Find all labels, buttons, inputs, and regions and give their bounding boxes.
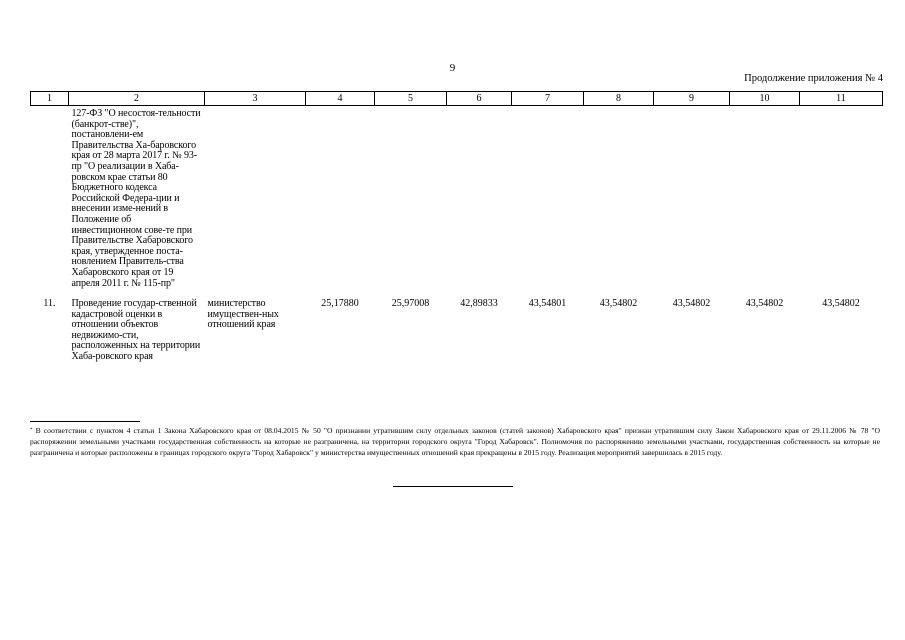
value-cell: 25,17880 [321, 298, 359, 310]
col-header-2: 2 [69, 92, 205, 106]
table-row [31, 289, 883, 363]
col-header-10: 10 [730, 92, 800, 106]
col-header-11: 11 [800, 92, 883, 106]
end-line [393, 486, 513, 487]
value-cell: 43,54801 [528, 298, 567, 310]
value-cell: 43,54802 [745, 298, 784, 310]
value-cell: 43,54802 [822, 298, 860, 310]
col-header-8: 8 [584, 92, 654, 106]
footnote-separator [30, 421, 140, 422]
executor-cell: министерство имуществен-ных отношений края [207, 298, 279, 331]
table-row [31, 106, 883, 290]
header-row [31, 92, 883, 106]
col-header-4: 4 [306, 92, 375, 106]
continuation-label: Продолжение приложения № 4 [744, 73, 883, 84]
col-header-9: 9 [654, 92, 730, 106]
value-cell [512, 106, 584, 290]
row-number: 11. [43, 298, 56, 310]
col-header-6: 6 [447, 92, 512, 106]
col-header-5: 5 [375, 92, 447, 106]
footnote-text: В соответствии с пунктом 4 статьи 1 Закона Хабаровского края от 08.04.2015 № 50 "О признании утратившим силу отдельных законов (статей законов) Хабаровского края" признан утратившим силу Закон Хабаровского края от 29.11.2006 № 78 "О распоряжении земельными участками государственная собственность на которые не разграничена, на территории городского округа "Город Хабаровск". Полномочия по распоряжению земельными участками, государственная собственность на которые не разграничена и которые расположены в границах городского округа "Город Хабаровск" у министерства имущественных отношений края прекращены в 2015 году. Реализация мероприятий завершилась в 2015 году. [30, 426, 881, 457]
value-cell: 42,89833 [460, 298, 498, 310]
footnote [30, 425, 880, 458]
value-cell [375, 106, 447, 290]
value-cell [800, 106, 883, 290]
value-cell: 43,54802 [672, 298, 711, 310]
value-cell [584, 106, 654, 290]
value-cell [447, 106, 512, 290]
value-cell [730, 106, 800, 290]
measure-cell: 127-ФЗ "О несостоя-тельности (банкрот-стве)", постановлени-ем Правительства Ха-баровского края от 28 марта 2017 г. № 93-пр "О реализации в Хаба-ровском крае статьи 80 Бюджетного кодекса Российской Федера-ции и внесении изме-нений в Положение об инвестиционном сове-те при Правительстве Хабаровского края, утвержденное поста-новлением Правитель-ства Хабаровского края от 19 апреля 2011 г. № 115-пр" [71, 108, 201, 289]
program-table [30, 91, 883, 363]
page-number: 9 [449, 62, 456, 74]
measure-cell: Проведение государ-ственной кадастровой оценки в отношении объектов недвижимо-сти, расположенных на территории Хаба-ровского края [71, 298, 201, 363]
value-cell [306, 106, 375, 290]
value-cell [654, 106, 730, 290]
value-cell: 43,54802 [599, 298, 638, 310]
col-header-7: 7 [512, 92, 584, 106]
col-header-1: 1 [31, 92, 69, 106]
value-cell: 25,97008 [391, 298, 430, 310]
row-number [31, 106, 69, 290]
col-header-3: 3 [205, 92, 306, 106]
footnote-marker: * [30, 428, 33, 433]
executor-cell [205, 106, 306, 290]
